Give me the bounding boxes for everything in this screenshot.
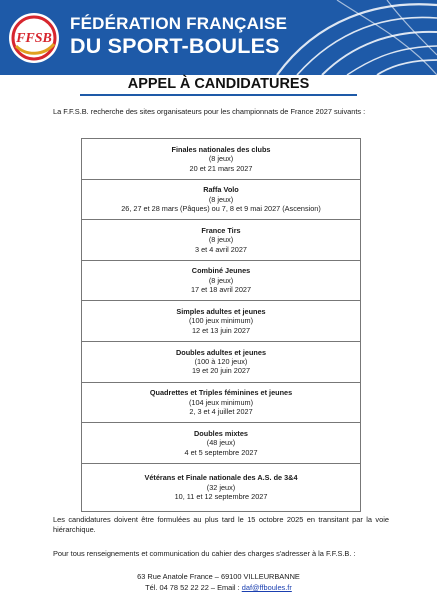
event-details: (8 jeux) xyxy=(208,235,234,245)
event-details: (104 jeux minimum) xyxy=(188,397,254,407)
event-dates: 20 et 21 mars 2027 xyxy=(189,163,253,173)
championships-table xyxy=(81,138,361,512)
event-dates: 19 et 20 juin 2027 xyxy=(191,366,251,376)
logo-text: FFSB xyxy=(16,31,52,46)
event-row xyxy=(82,423,360,464)
event-name: Vétérans et Finale nationale des A.S. de 3&4 xyxy=(144,473,298,483)
event-details: (8 jeux) xyxy=(208,194,234,204)
org-name-line1: FÉDÉRATION FRANÇAISE xyxy=(70,14,288,33)
event-row xyxy=(82,220,360,261)
event-row xyxy=(82,342,360,383)
event-row xyxy=(82,180,360,221)
event-details: (32 jeux) xyxy=(206,482,236,492)
event-name: Finales nationales des clubs xyxy=(171,144,271,154)
intro-paragraph: La F.F.S.B. recherche des sites organisateurs pour les championnats de France 2027 suivants : xyxy=(53,107,366,116)
event-details: (8 jeux) xyxy=(208,154,234,164)
org-name-line2: DU SPORT-BOULES xyxy=(70,34,280,58)
phone-text: Tél. 04 78 52 22 22 – Email : xyxy=(145,583,242,592)
event-name: Doubles mixtes xyxy=(194,428,248,438)
page-title: APPEL À CANDIDATURES xyxy=(80,75,357,96)
event-name: Doubles adultes et jeunes xyxy=(175,347,267,357)
email-link[interactable]: daf@ffboules.fr xyxy=(241,583,292,592)
event-row xyxy=(82,261,360,302)
phone-email-line xyxy=(0,583,437,593)
contact-note: Pour tous renseignements et communication du cahier des charges s'adresser à la F.F.S.B. : xyxy=(53,549,356,558)
event-details: (100 à 120 jeux) xyxy=(194,357,248,367)
event-dates: 4 et 5 septembre 2027 xyxy=(184,447,258,457)
event-name: Raffa Volo xyxy=(203,185,239,195)
event-row xyxy=(82,301,360,342)
event-details: (48 jeux) xyxy=(206,438,236,448)
event-name: Simples adultes et jeunes xyxy=(176,307,266,317)
event-row xyxy=(82,383,360,424)
event-name: Quadrettes et Triples féminines et jeunes xyxy=(149,388,293,398)
event-row xyxy=(82,139,360,180)
event-row xyxy=(82,464,360,511)
event-dates: 3 et 4 avril 2027 xyxy=(195,244,247,254)
event-name: Combiné Jeunes xyxy=(191,266,251,276)
event-name: France Tirs xyxy=(201,225,241,235)
postal-address: 63 Rue Anatole France – 69100 VILLEURBANNE xyxy=(137,572,300,581)
event-details: (8 jeux) xyxy=(208,275,234,285)
ffsb-logo-icon xyxy=(8,12,60,64)
event-dates: 2, 3 et 4 juillet 2027 xyxy=(189,407,253,417)
event-dates: 26, 27 et 28 mars (Pâques) ou 7, 8 et 9 mai 2027 (Ascension) xyxy=(121,204,321,214)
event-dates: 17 et 18 avril 2027 xyxy=(190,285,252,295)
deadline-note: Les candidatures doivent être formulées au plus tard le 15 octobre 2025 en transitant par la voie hiérarchique. xyxy=(53,515,389,534)
event-dates: 12 et 13 juin 2027 xyxy=(191,325,251,335)
event-dates: 10, 11 et 12 septembre 2027 xyxy=(174,491,268,501)
event-details: (100 jeux minimum) xyxy=(188,316,254,326)
header-banner xyxy=(0,0,437,75)
